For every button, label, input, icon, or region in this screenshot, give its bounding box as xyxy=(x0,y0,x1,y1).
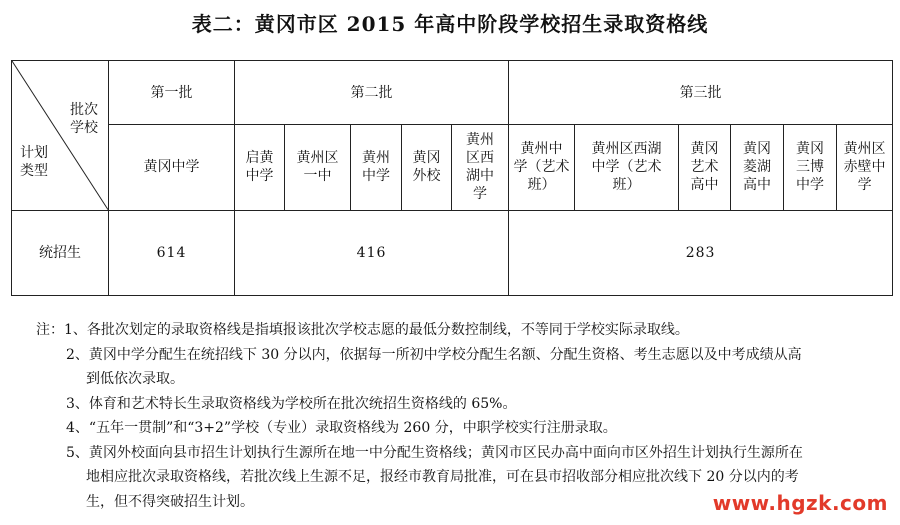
corner-batch-label xyxy=(70,101,98,137)
school-name-cell: 启黄 中学 xyxy=(235,125,285,210)
batch-header-1: 第一批 xyxy=(109,61,235,125)
page-title: 表二：黄冈市区 2015 年高中阶段学校招生录取资格线 xyxy=(191,12,709,36)
school-name-cell: 黄冈 三博 中学 xyxy=(784,125,837,210)
school-name-cell: 黄州区西湖 中学（艺术 班） xyxy=(575,125,679,210)
school-name-cell: 黄州区 赤壁中 学 xyxy=(837,125,893,210)
school-name-cell: 黄冈 菱湖 高中 xyxy=(731,125,784,210)
note-line: 到低依次录取。 xyxy=(86,371,184,387)
notes-section xyxy=(36,318,886,514)
score-batch-1: 614 xyxy=(109,210,235,295)
school-name-cell: 黄冈 外校 xyxy=(402,125,452,210)
note-line: 注：1、各批次划定的录取资格线是指填报该批次学校志愿的最低分数控制线，不等同于学校实际录取线。 xyxy=(36,322,689,338)
note-line: 地相应批次录取资格线，若批次线上生源不足，报经市教育局批准，可在县市招收部分相应批次线下 20 分以内的考 xyxy=(86,469,799,485)
school-name-cell: 黄州区 一中 xyxy=(285,125,351,210)
corner-batch-line: 批次 学校 xyxy=(70,102,98,136)
batch-header-2: 第二批 xyxy=(235,61,509,125)
admission-score-table xyxy=(11,60,893,296)
corner-type-label xyxy=(20,144,48,180)
batch-header-3: 第三批 xyxy=(509,61,893,125)
note-line: 生，但不得突破招生计划。 xyxy=(86,493,254,510)
school-name-cell: 黄州 中学 xyxy=(351,125,402,210)
school-name-cell: 黄冈 艺术 高中 xyxy=(679,125,731,210)
note-line: 3、体育和艺术特长生录取资格线为学校所在批次统招生资格线的 65%。 xyxy=(66,395,517,412)
school-name-cell: 黄州中 学（艺术 班） xyxy=(509,125,575,210)
site-watermark: www.hgzk.com xyxy=(712,491,888,515)
note-line: 2、黄冈中学分配生在统招线下 30 分以内，依据每一所初中学校分配生名额、分配生资格、考生志愿以及中考成绩从高 xyxy=(66,346,802,363)
score-batch-2: 416 xyxy=(235,210,509,295)
note-line: 4、“五年一贯制”和“3+2”学校（专业）录取资格线为 260 分，中职学校实行注册录取。 xyxy=(66,420,617,436)
diagonal-header-cell xyxy=(12,61,109,211)
score-batch-3: 283 xyxy=(509,210,893,295)
school-name-cell: 黄冈中学 xyxy=(109,125,235,210)
note-line: 5、黄冈外校面向县市招生计划执行生源所在地一中分配生资格线；黄冈市区民办高中面向市区外招生计划执行生源所在 xyxy=(66,444,803,461)
school-name-cell: 黄州 区西 湖中 学 xyxy=(452,125,509,210)
corner-type-line: 计划 类型 xyxy=(20,144,48,179)
row-label-unified: 统招生 xyxy=(12,210,109,295)
